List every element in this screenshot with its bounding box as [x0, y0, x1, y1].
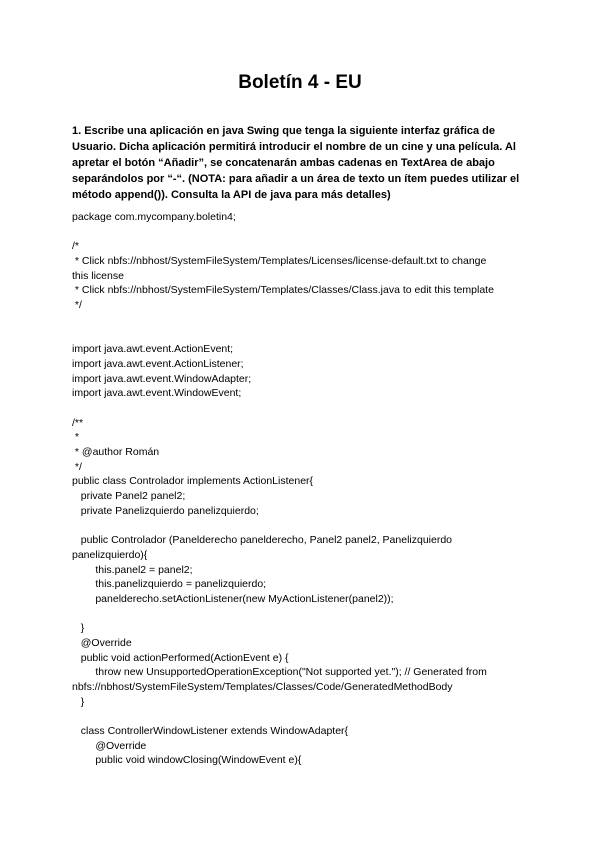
- code-line: panelderecho.setActionListener(new MyActionListener(panel2));: [72, 592, 394, 605]
- code-line: private Panel2 panel2;: [72, 490, 186, 503]
- code-line: panelizquierdo){: [72, 548, 148, 561]
- code-line: private Panelizquierdo panelizquierdo;: [72, 504, 259, 517]
- code-line: * Click nbfs://nbhost/SystemFileSystem/Templates/Licenses/license-default.txt to change: [72, 255, 487, 268]
- code-line: @Override: [72, 739, 147, 752]
- exercise-statement: 1. Escribe una aplicación en java Swing que tenga la siguiente interfaz gráfica de Usuario. Dicha aplicación permitirá introducir el nombre de un cine y una película. Al apretar el botón “Añadir”, se concatenarán ambas cadenas en TextArea de abajo separándolos por “-“. (NOTA: para añadir a un área de texto un ítem puedes utilizar el método append()). Consulta la API de java para más detalles): [72, 125, 520, 201]
- code-line: [72, 709, 542, 724]
- code-line: public void actionPerformed(ActionEvent e) {: [72, 651, 289, 664]
- code-line: public class Controlador implements ActionListener{: [72, 475, 314, 488]
- code-line: @Override: [72, 636, 132, 649]
- code-line: [72, 328, 542, 343]
- code-line: nbfs://nbhost/SystemFileSystem/Templates/Classes/Code/GeneratedMethodBody: [72, 681, 453, 693]
- code-line: import java.awt.event.WindowAdapter;: [72, 372, 252, 385]
- code-line: throw new UnsupportedOperationException("Not supported yet."); // Generated from: [72, 666, 487, 679]
- code-line: /**: [72, 416, 84, 429]
- code-line: public void windowClosing(WindowEvent e){: [72, 754, 302, 767]
- code-line: class ControllerWindowListener extends WindowAdapter{: [72, 725, 349, 738]
- code-line: [72, 607, 542, 622]
- code-line: */: [72, 299, 82, 312]
- code-line: public Controlador (Panelderecho panelderecho, Panel2 panel2, Panelizquierdo: [72, 534, 453, 547]
- code-line: /*: [72, 240, 80, 253]
- code-line: [72, 313, 542, 328]
- page-title: Boletín 4 - EU: [238, 72, 362, 93]
- code-line: [72, 518, 542, 533]
- code-line: [72, 225, 542, 240]
- code-line: this.panelizquierdo = panelizquierdo;: [72, 578, 267, 591]
- code-line: }: [72, 695, 85, 708]
- code-line: * Click nbfs://nbhost/SystemFileSystem/Templates/Classes/Class.java to edit this template: [72, 284, 494, 297]
- code-listing: [72, 210, 542, 768]
- code-line: [72, 401, 542, 416]
- code-line: package com.mycompany.boletin4;: [72, 211, 236, 223]
- code-line: }: [72, 622, 85, 635]
- code-line: this license: [72, 269, 124, 282]
- code-line: */: [72, 460, 82, 473]
- code-line: this.panel2 = panel2;: [72, 563, 193, 576]
- code-line: * @author Román: [72, 446, 160, 458]
- code-line: import java.awt.event.WindowEvent;: [72, 387, 242, 400]
- code-line: import java.awt.event.ActionEvent;: [72, 343, 234, 356]
- code-line: *: [72, 431, 80, 444]
- code-line: import java.awt.event.ActionListener;: [72, 357, 244, 370]
